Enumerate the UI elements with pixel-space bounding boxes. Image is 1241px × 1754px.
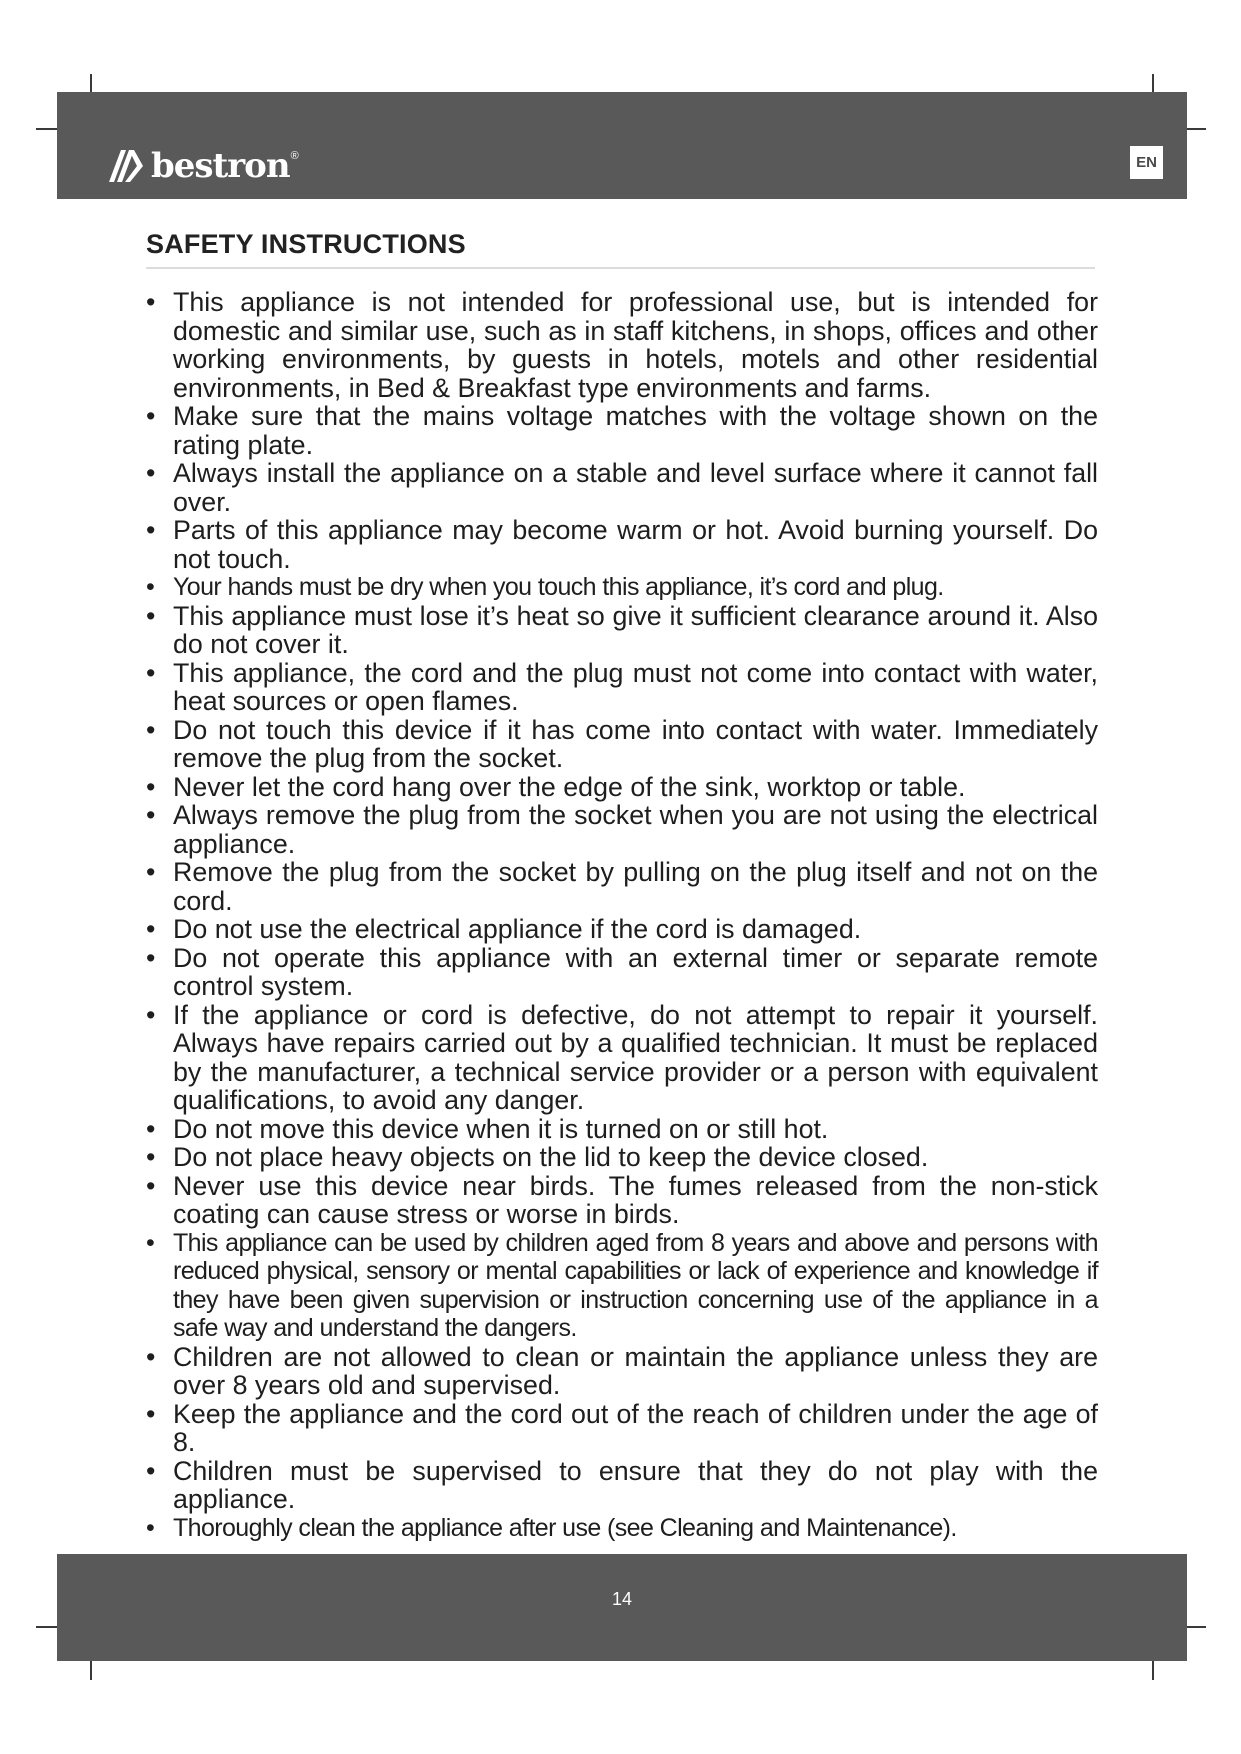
language-badge: EN <box>1130 146 1163 179</box>
list-item: • This appliance can be used by children aged from 8 years and above and persons with reduced physical, sensory or mental capabilities or lack of experience and knowledge if they have been given supervision or instruction concerning use of the appliance in a safe way and understand the dangers. <box>146 1229 1098 1343</box>
footer-band <box>57 1554 1187 1661</box>
list-item: • Thoroughly clean the appliance after use (see Cleaning and Maintenance). <box>146 1514 1098 1543</box>
list-item: • Never use this device near birds. The fumes released from the non-stick coating can cause stress or worse in birds. <box>146 1172 1098 1229</box>
brand-name: bestron <box>151 146 290 186</box>
list-item: • Do not place heavy objects on the lid to keep the device closed. <box>146 1143 1098 1172</box>
safety-instruction-list <box>146 288 1098 1542</box>
list-item: • Do not move this device when it is turned on or still hot. <box>146 1115 1098 1144</box>
list-item: • Children must be supervised to ensure that they do not play with the appliance. <box>146 1457 1098 1514</box>
list-item: • Do not operate this appliance with an external timer or separate remote control system. <box>146 944 1098 1001</box>
brand-logo <box>107 146 299 186</box>
list-item: • Do not touch this device if it has come into contact with water. Immediately remove the plug from the socket. <box>146 716 1098 773</box>
list-item: • Make sure that the mains voltage matches with the voltage shown on the rating plate. <box>146 402 1098 459</box>
chevron-logo-icon <box>107 148 147 184</box>
list-item: • Always install the appliance on a stable and level surface where it cannot fall over. <box>146 459 1098 516</box>
list-item: • Parts of this appliance may become warm or hot. Avoid burning yourself. Do not touch. <box>146 516 1098 573</box>
list-item: • This appliance must lose it’s heat so give it sufficient clearance around it. Also do not cover it. <box>146 602 1098 659</box>
list-item: • Keep the appliance and the cord out of the reach of children under the age of 8. <box>146 1400 1098 1457</box>
list-item: • Never let the cord hang over the edge of the sink, worktop or table. <box>146 773 1098 802</box>
list-item: • This appliance is not intended for professional use, but is intended for domestic and similar use, such as in staff kitchens, in shops, offices and other working environments, by guests in hotels, motels and other residential environments, in Bed & Breakfast type environments and farms. <box>146 288 1098 402</box>
list-item: • This appliance, the cord and the plug must not come into contact with water, heat sources or open flames. <box>146 659 1098 716</box>
list-item: • Your hands must be dry when you touch this appliance, it’s cord and plug. <box>146 573 1098 602</box>
registered-mark: ® <box>290 150 299 162</box>
list-item: • If the appliance or cord is defective, do not attempt to repair it yourself. Always have repairs carried out by a qualified technician. It must be replaced by the manufacturer, a technical service provider or a person with equivalent qualifications, to avoid any danger. <box>146 1001 1098 1115</box>
list-item: • Children are not allowed to clean or maintain the appliance unless they are over 8 years old and supervised. <box>146 1343 1098 1400</box>
list-item: • Always remove the plug from the socket when you are not using the electrical appliance. <box>146 801 1098 858</box>
title-divider <box>146 267 1095 269</box>
page-number: 14 <box>611 1589 633 1609</box>
page-title: SAFETY INSTRUCTIONS <box>146 229 466 259</box>
header-band <box>57 92 1187 199</box>
list-item: • Do not use the electrical appliance if the cord is damaged. <box>146 915 1098 944</box>
list-item: • Remove the plug from the socket by pulling on the plug itself and not on the cord. <box>146 858 1098 915</box>
